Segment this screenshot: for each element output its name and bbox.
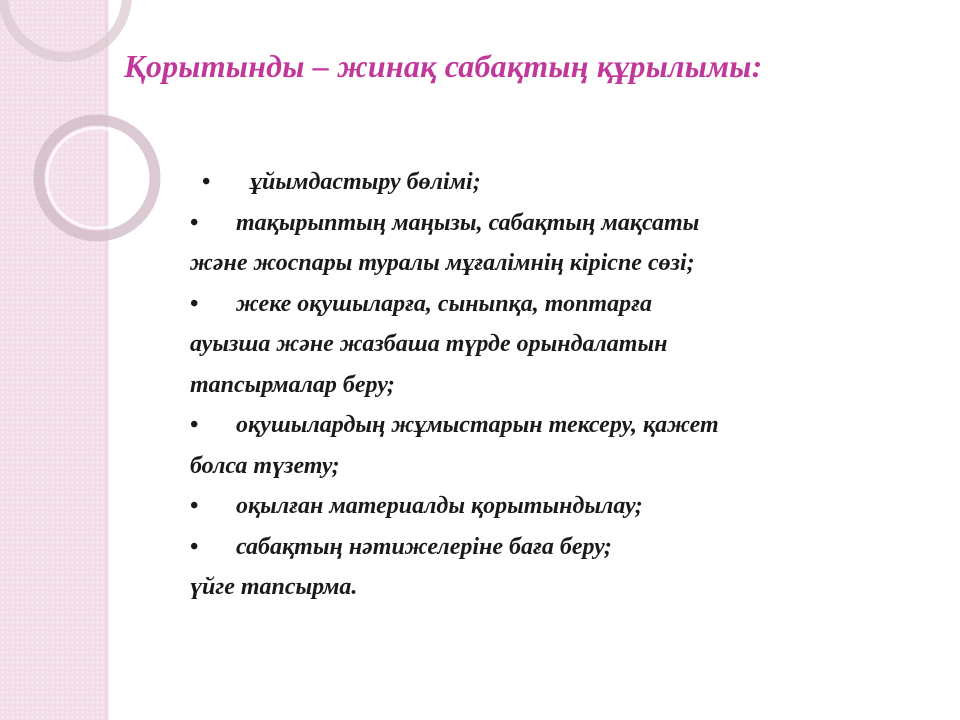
content-line [190, 567, 930, 608]
content-line-text: тапсырмалар беру; [190, 371, 395, 398]
bullet-icon: • [190, 209, 199, 236]
side-band [0, 0, 107, 720]
content-line [190, 486, 930, 527]
bullet-icon: • [190, 493, 199, 519]
bullet-icon: • [190, 412, 199, 438]
bullet-icon: • [202, 169, 211, 195]
content-line-text: сабақтың нәтижелеріне баға беру; [236, 533, 612, 560]
content-line-text: және жоспары туралы мұғалімнің кіріспе сөзі; [190, 250, 695, 276]
content-line [190, 162, 930, 203]
content-line [190, 446, 930, 487]
content-line-text: үйге тапсырма. [190, 574, 358, 600]
bullet-icon: • [190, 290, 199, 317]
content-line-text: оқылған материалды қорытындылау; [236, 493, 643, 519]
content-line-text: болса түзету; [190, 452, 340, 479]
content-line-text: ұйымдастыру бөлімі; [250, 169, 481, 195]
side-band-edge [106, 0, 110, 720]
content-line [190, 284, 930, 325]
content-line [190, 365, 930, 406]
content-line-text: жеке оқушыларға, сыныпқа, топтарға [236, 290, 652, 317]
content-line [190, 203, 930, 244]
bullet-icon: • [190, 533, 199, 560]
slide-content [190, 162, 930, 608]
slide-title: Қорытынды – жинақ сабақтың құрылымы: [124, 48, 763, 84]
content-line-text: ауызша және жазбаша түрде орындалатын [190, 331, 668, 357]
content-line [190, 527, 930, 568]
content-line-text: оқушылардың жұмыстарын тексеру, қажет [236, 412, 719, 438]
content-line [190, 243, 930, 284]
content-line-text: тақырыптың маңызы, сабақтың мақсаты [236, 209, 700, 236]
content-line [190, 324, 930, 365]
content-line [190, 405, 930, 446]
